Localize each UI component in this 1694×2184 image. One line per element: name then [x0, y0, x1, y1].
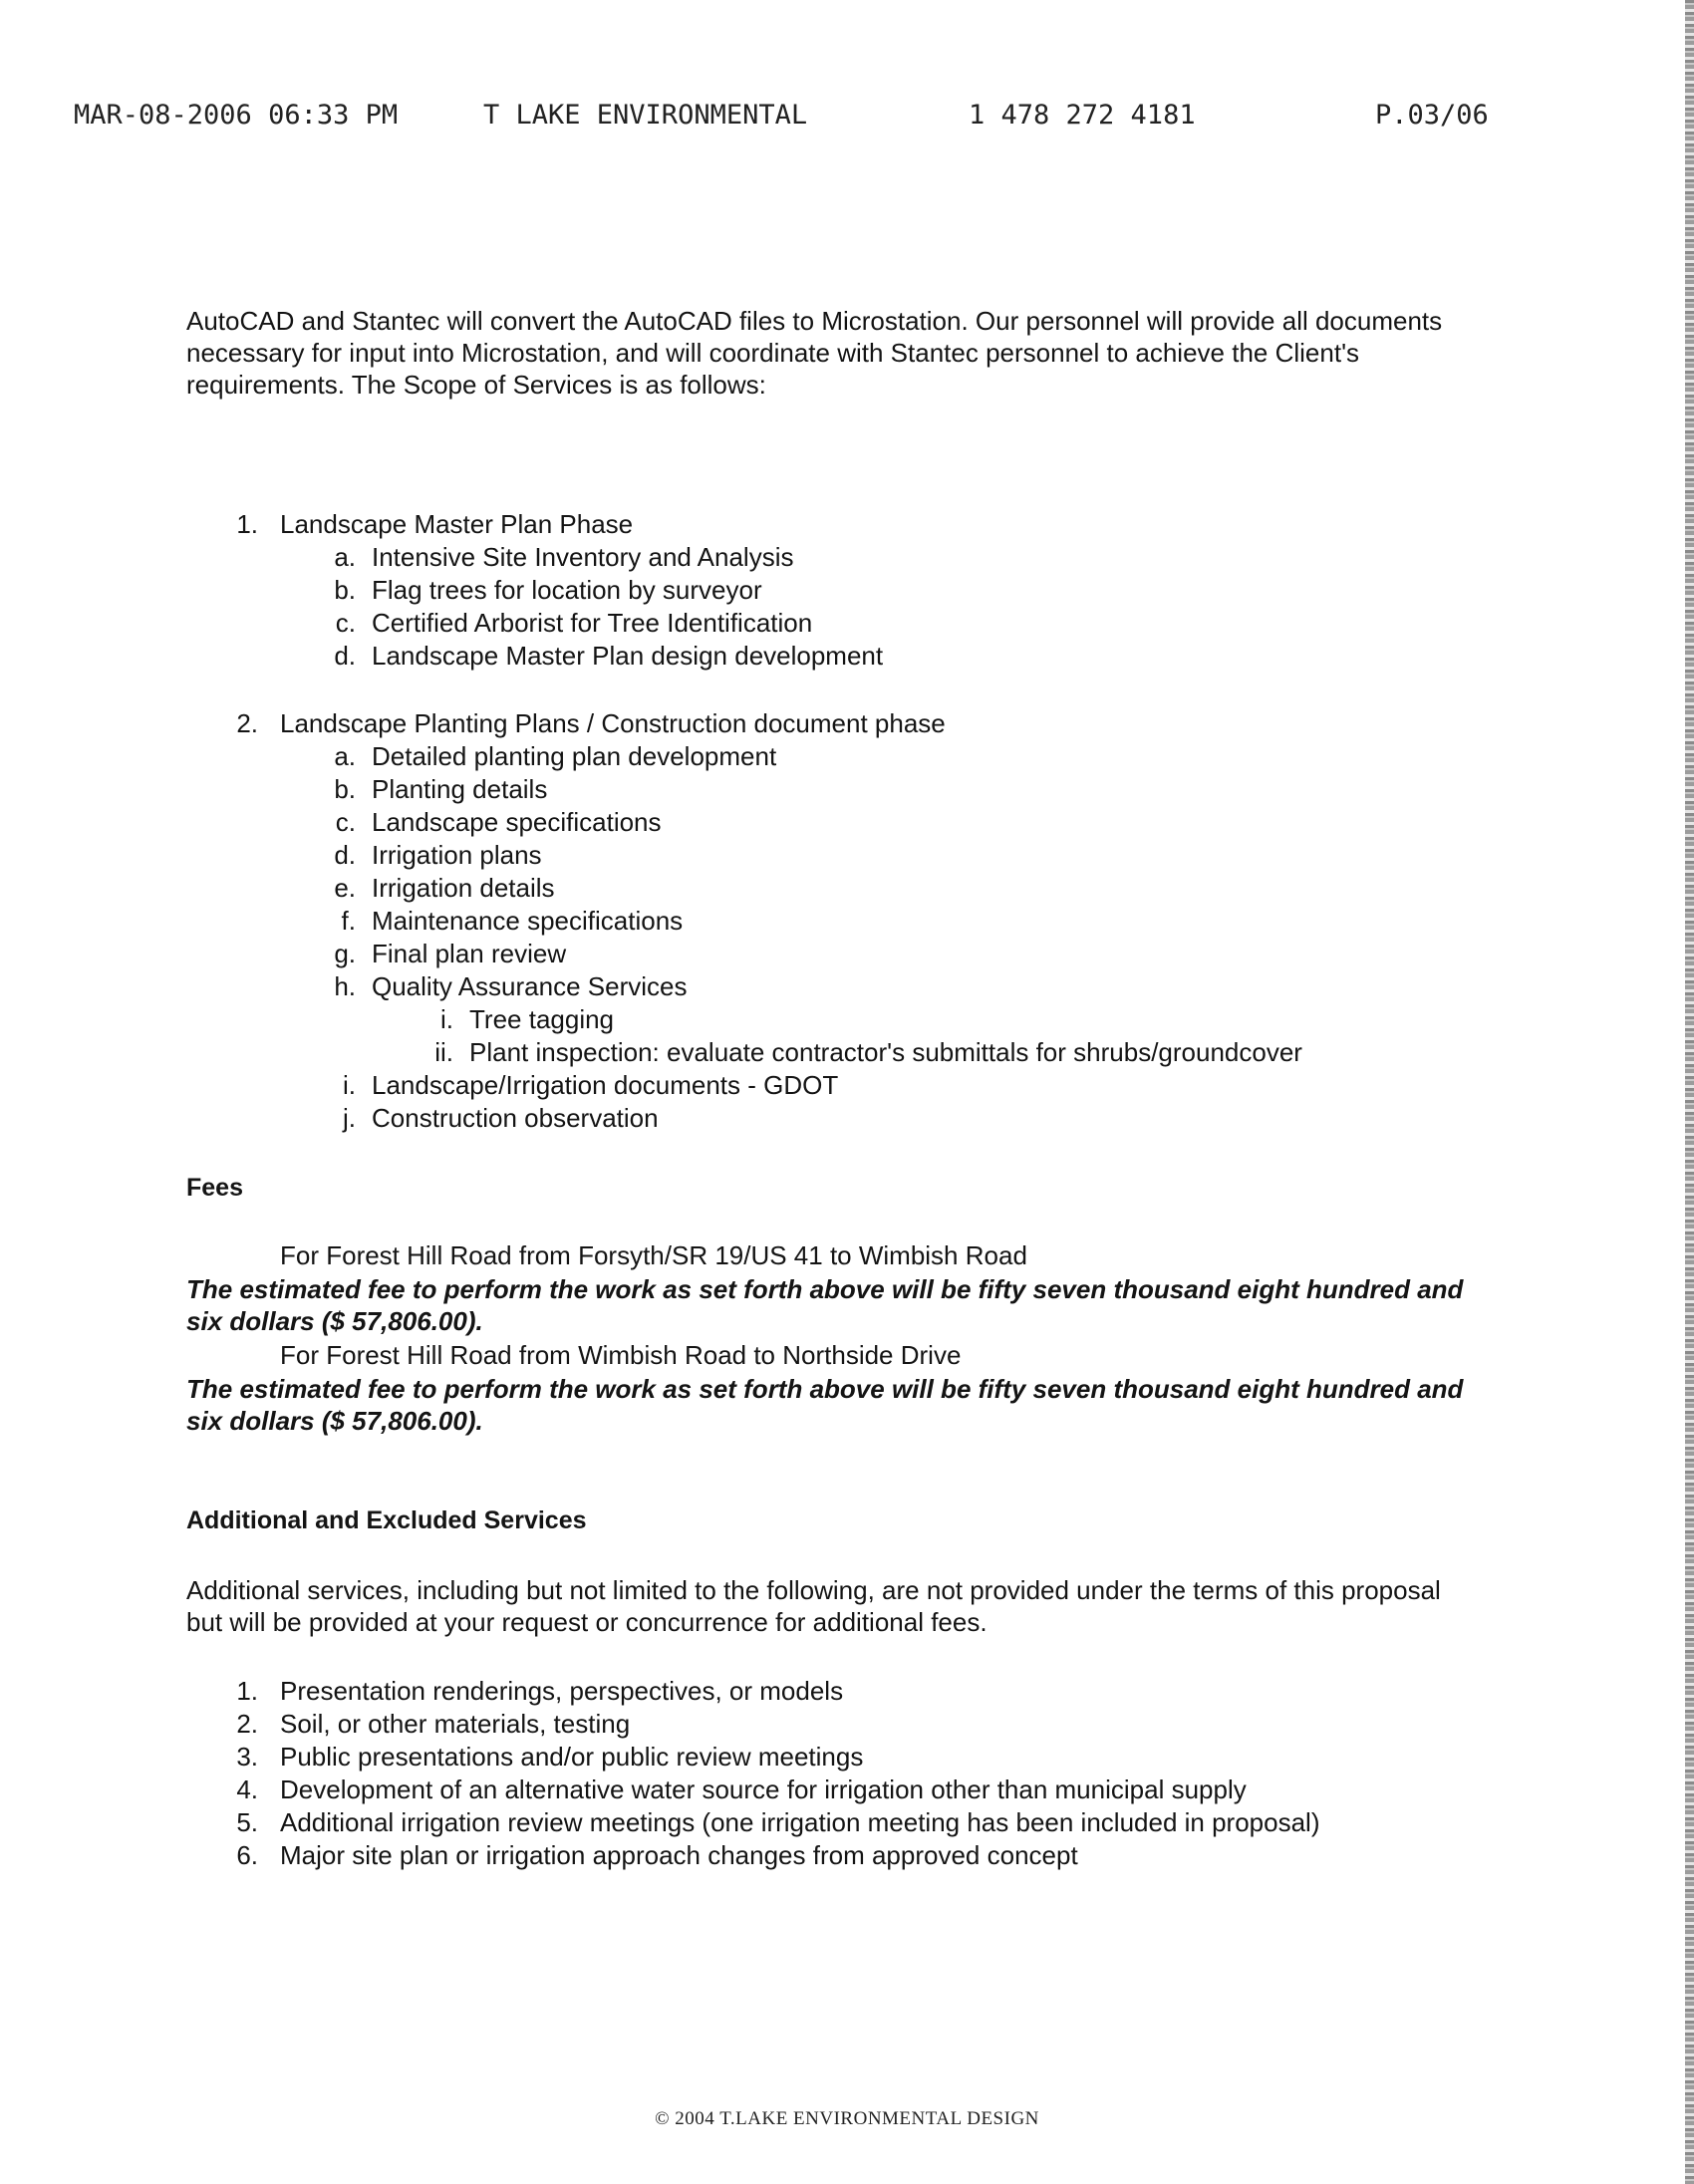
scan-edge-noise	[1685, 0, 1694, 2184]
list-letter: a.	[334, 741, 356, 771]
scope-heading: Landscape Planting Plans / Construction document phase	[280, 708, 946, 738]
list-letter: g.	[334, 939, 356, 968]
list-number: 1.	[236, 1676, 258, 1706]
list-item-text: Irrigation details	[372, 873, 555, 903]
scope-heading-row	[236, 508, 1575, 541]
fee-estimate-2: The estimated fee to perform the work as set forth above will be fifty seven thousand eight hundred and six dollars ($ 57,806.00).	[186, 1374, 1464, 1436]
list-number: 1.	[236, 509, 258, 539]
scope-heading-row	[236, 707, 1575, 740]
list-item	[334, 773, 1667, 806]
list-item	[334, 872, 1667, 905]
list-item	[236, 1741, 1575, 1774]
list-item-text: Landscape Master Plan design development	[372, 641, 884, 671]
list-item-text: Additional irrigation review meetings (one irrigation meeting has been included in proposal)	[280, 1807, 1320, 1837]
list-letter: d.	[334, 641, 356, 671]
list-item-text: Certified Arborist for Tree Identification	[372, 608, 813, 638]
list-item	[343, 1069, 1667, 1102]
list-subitem	[440, 1003, 1694, 1036]
list-item-text: Landscape specifications	[372, 807, 662, 837]
scope-section-2	[236, 707, 1575, 1135]
list-letter: c.	[335, 807, 356, 837]
list-item	[236, 1708, 1575, 1741]
list-letter: f.	[341, 906, 356, 936]
list-letter: c.	[335, 608, 356, 638]
list-item	[334, 740, 1667, 773]
fee-estimate-1: The estimated fee to perform the work as set forth above will be fifty seven thousand eight hundred and six dollars ($ 57,806.00).	[186, 1274, 1464, 1336]
list-item-text: Final plan review	[372, 939, 567, 968]
list-item	[334, 640, 1667, 673]
list-item-text: Landscape/Irrigation documents - GDOT	[372, 1070, 839, 1100]
list-item-text: Detailed planting plan development	[372, 741, 777, 771]
list-item-text: Public presentations and/or public review meetings	[280, 1742, 864, 1772]
fees-heading: Fees	[186, 1174, 243, 1202]
list-item-text: Tree tagging	[469, 1004, 615, 1034]
list-letter: h.	[334, 971, 356, 1001]
list-letter: i.	[343, 1070, 356, 1100]
list-item	[334, 541, 1667, 574]
list-item	[236, 1839, 1575, 1872]
fax-date: MAR-08-2006 06:33 PM	[74, 100, 399, 131]
fee-route-2: For Forest Hill Road from Wimbish Road to Northside Drive	[280, 1340, 962, 1370]
list-item	[236, 1675, 1575, 1708]
scope-section-1	[236, 508, 1575, 673]
additional-services-paragraph: Additional services, including but not limited to the following, are not provided under the terms of this proposal but will be provided at your request or concurrence for additional fees.	[186, 1575, 1441, 1637]
list-number: 5.	[236, 1807, 258, 1837]
additional-services-list	[236, 1675, 1575, 1872]
list-number: 3.	[236, 1742, 258, 1772]
list-item	[334, 970, 1667, 1003]
list-item-text: Planting details	[372, 774, 548, 804]
list-item-text: Soil, or other materials, testing	[280, 1709, 631, 1739]
list-letter: e.	[334, 873, 356, 903]
fee-route-1: For Forest Hill Road from Forsyth/SR 19/US 41 to Wimbish Road	[280, 1240, 1027, 1270]
list-item-text: Maintenance specifications	[372, 906, 684, 936]
list-item-text: Quality Assurance Services	[372, 971, 688, 1001]
list-item	[236, 1806, 1575, 1839]
list-item-text: Development of an alternative water source for irrigation other than municipal supply	[280, 1774, 1247, 1804]
list-item-text: Major site plan or irrigation approach changes from approved concept	[280, 1840, 1078, 1870]
fax-company: T LAKE ENVIRONMENTAL	[483, 100, 808, 131]
list-item-text: Intensive Site Inventory and Analysis	[372, 542, 794, 572]
list-number: 6.	[236, 1840, 258, 1870]
list-number: 4.	[236, 1774, 258, 1804]
list-item	[236, 1774, 1575, 1806]
intro-paragraph: AutoCAD and Stantec will convert the AutoCAD files to Microstation. Our personnel will provide all documents necessary for input into Microstation, and will coordinate with Stantec personnel to achieve the Client's requirements. The Scope of Services is as follows:	[186, 306, 1443, 400]
list-item	[341, 905, 1667, 938]
list-letter: a.	[334, 542, 356, 572]
list-item-text: Plant inspection: evaluate contractor's submittals for shrubs/groundcover	[469, 1037, 1302, 1067]
list-item	[334, 839, 1667, 872]
list-item-text: Presentation renderings, perspectives, or models	[280, 1676, 844, 1706]
list-item-text: Construction observation	[372, 1103, 659, 1133]
list-letter: d.	[334, 840, 356, 870]
fax-header	[0, 100, 1594, 139]
list-item	[335, 607, 1667, 640]
additional-services-heading: Additional and Excluded Services	[186, 1506, 587, 1534]
fax-phone: 1 478 272 4181	[969, 100, 1196, 131]
list-roman: ii.	[434, 1037, 453, 1067]
list-subitem	[434, 1036, 1694, 1069]
list-item-text: Irrigation plans	[372, 840, 542, 870]
list-number: 2.	[236, 1709, 258, 1739]
list-item	[334, 574, 1667, 607]
list-letter: b.	[334, 774, 356, 804]
list-letter: b.	[334, 575, 356, 605]
list-item	[334, 938, 1667, 970]
list-roman: i.	[440, 1004, 453, 1034]
list-letter: j.	[343, 1103, 356, 1133]
list-item-text: Flag trees for location by surveyor	[372, 575, 762, 605]
scope-heading: Landscape Master Plan Phase	[280, 509, 634, 539]
list-item	[343, 1102, 1667, 1135]
copyright-footer: © 2004 T.LAKE ENVIRONMENTAL DESIGN	[655, 2108, 1039, 2129]
fax-page-number: P.03/06	[1375, 100, 1489, 131]
list-item	[335, 806, 1667, 839]
list-number: 2.	[236, 708, 258, 738]
